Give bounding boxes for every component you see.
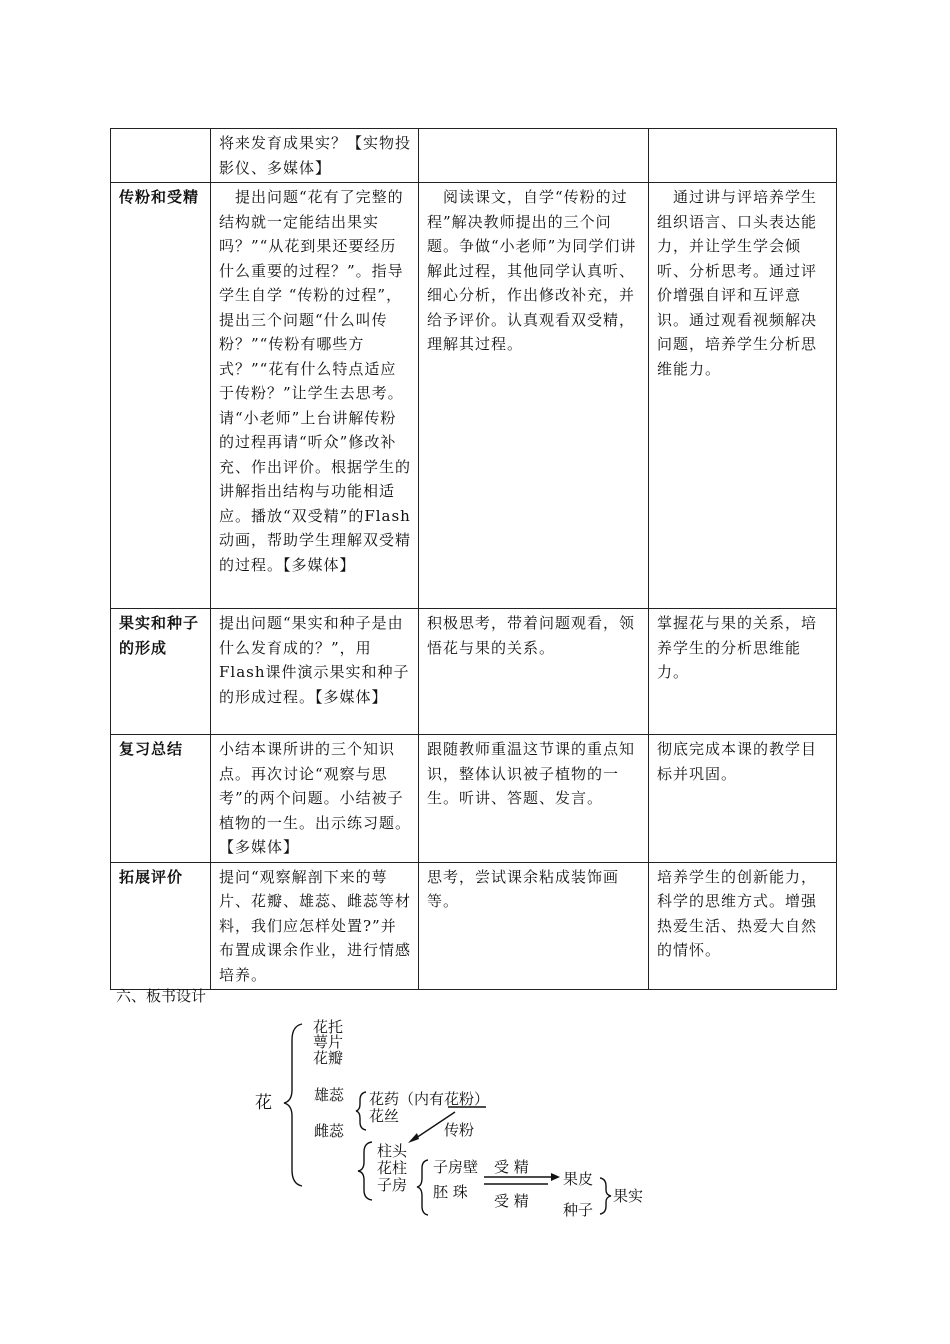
anther-text: 花药（内有 (369, 1090, 445, 1108)
design-intent-cell: 掌握花与果的关系，培养学生的分析思维能力。 (649, 609, 837, 735)
fertilization-label-1: 受 精 (494, 1158, 529, 1176)
stage-cell: 果实和种子的形成 (111, 609, 211, 735)
ovule-label: 胚 珠 (433, 1183, 468, 1201)
anther-label (369, 1091, 489, 1107)
pollination-label: 传粉 (444, 1121, 475, 1139)
teacher-activity-cell: 提问“观察解剖下来的萼片、花瓣、雄蕊、雌蕊等材料，我们应怎样处置?”并布置成课余作业，进行情感培养。 (211, 862, 419, 990)
design-intent-cell: 彻底完成本课的教学目标并巩固。 (649, 735, 837, 863)
stage-cell: 复习总结 (111, 735, 211, 863)
receptacle-label: 花托 (313, 1018, 344, 1036)
section-heading: 六、板书设计 (116, 987, 207, 1005)
stage-cell: 拓展评价 (111, 862, 211, 990)
student-activity-cell: 跟随教师重温这节课的重点知识，整体认识被子植物的一生。听讲、答题、发言。 (419, 735, 649, 863)
design-intent-cell: 培养学生的创新能力，科学的思维方式。增强热爱生活、热爱大自然的情怀。 (649, 862, 837, 990)
seed-label: 种子 (563, 1201, 594, 1219)
filament-label: 花丝 (369, 1107, 400, 1125)
stamen-label: 雄蕊 (314, 1086, 345, 1104)
style-label: 花柱 (377, 1159, 408, 1177)
teacher-activity-cell: 将来发育成果实？【实物投影仪、多媒体】 (211, 129, 419, 183)
sepal-label: 萼片 (313, 1033, 344, 1051)
design-intent-cell: 通过讲与评培养学生组织语言、口头表达能力，并让学生学会倾听、分析思考。通过评价增强自评和互评意识。通过观看视频解决问题，培养学生分析思维能力。 (649, 183, 837, 609)
student-activity-cell: 积极思考，带着问题观看，领悟花与果的关系。 (419, 609, 649, 735)
teacher-activity-cell: 提出问题“花有了完整的结构就一定能结出果实吗？”“从花到果还要经历什么重要的过程？”。指导学生自学 “传粉的过程”，提出三个问题“什么叫传粉？”“传粉有哪些方式？”“花有什么特点适应于传粉？”让学生去思考。请“小老师”上台讲解传粉的过程再请“听众”修改补充、作出评价。根据学生的讲解指出结构与功能相适应。播放“双受精”的Flash动画，帮助学生理解双受精的过程。【多媒体】 (211, 183, 419, 609)
student-activity-cell: 思考，尝试课余粘成装饰画等。 (419, 862, 649, 990)
stage-cell: 传粉和受精 (111, 183, 211, 609)
petal-label: 花瓣 (313, 1049, 344, 1067)
teacher-activity-cell: 提出问题“果实和种子是由什么发育成的？”，用Flash课件演示果实和种子的形成过程。【多媒体】 (211, 609, 419, 735)
pollen-text: 花粉 (444, 1090, 475, 1108)
flower-label: 花 (255, 1093, 272, 1113)
ovary-wall-label: 子房壁 (433, 1158, 479, 1176)
pistil-label: 雌蕊 (314, 1122, 345, 1140)
stigma-label: 柱头 (377, 1142, 408, 1160)
ovary-label: 子房 (377, 1176, 408, 1194)
fruit-label: 果实 (613, 1187, 644, 1205)
teacher-activity-cell: 小结本课所讲的三个知识点。再次讨论“观察与思考”的两个问题。小结被子植物的一生。出示练习题。【多媒体】 (211, 735, 419, 863)
fertilization-label-2: 受 精 (494, 1192, 529, 1210)
pericarp-label: 果皮 (563, 1170, 594, 1188)
anther-close-text: ） (474, 1090, 490, 1108)
student-activity-cell: 阅读课文，自学“传粉的过程”解决教师提出的三个问题。争做“小老师”为同学们讲解此过程，其他同学认真听、细心分析，作出修改补充，并给予评价。认真观看双受精，理解其过程。 (419, 183, 649, 609)
